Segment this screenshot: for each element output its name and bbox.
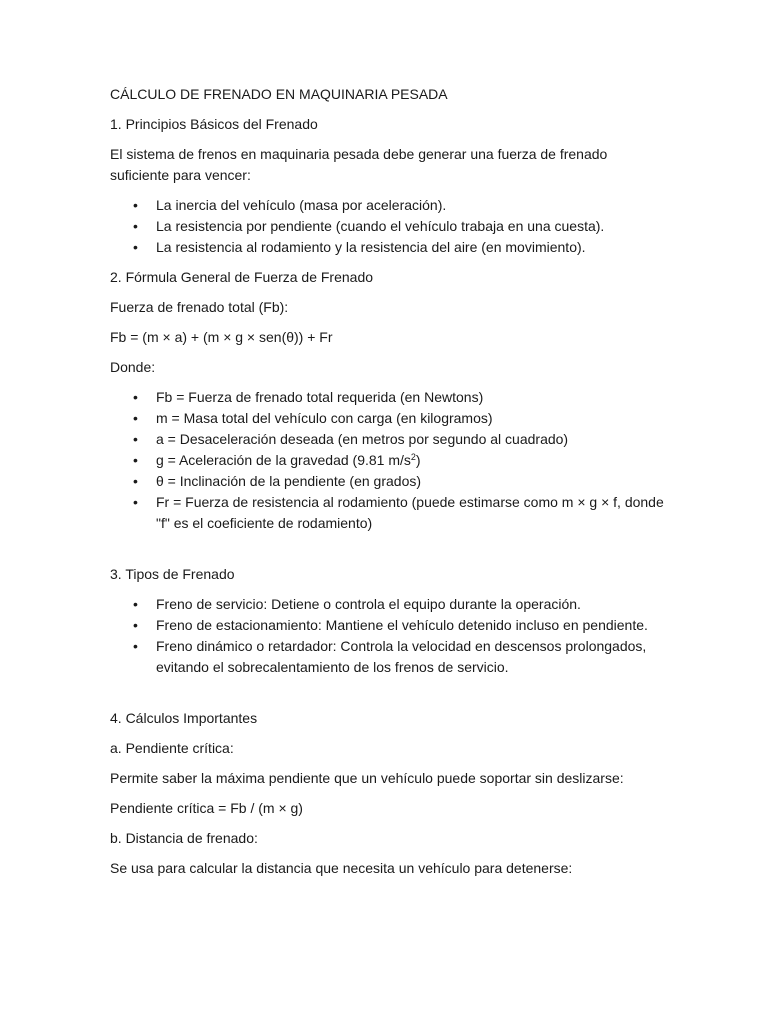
list-item: • m = Masa total del vehículo con carga (en kilogramos) bbox=[110, 408, 670, 429]
document-page bbox=[110, 84, 670, 888]
list-item-gravity bbox=[110, 450, 670, 471]
section-1-intro: El sistema de frenos en maquinaria pesada debe generar una fuerza de frenado suficiente para vencer: bbox=[110, 146, 608, 183]
section-2-heading: 2. Fórmula General de Fuerza de Frenado bbox=[110, 269, 374, 285]
gravity-text: g = Aceleración de la gravedad (9.81 m/s bbox=[156, 452, 411, 468]
section-3-list bbox=[110, 594, 670, 678]
donde-label: Donde: bbox=[110, 359, 156, 375]
list-item: • Freno dinámico o retardador: Controla la velocidad en descensos prolongados, evitando el sobrecalentamiento de los frenos de servicio. bbox=[110, 636, 670, 678]
section-3-heading: 3. Tipos de Frenado bbox=[110, 566, 235, 582]
section-1-heading: 1. Principios Básicos del Frenado bbox=[110, 116, 318, 132]
critical-slope-formula: Pendiente crítica = Fb / (m × g) bbox=[110, 800, 303, 816]
list-item: • La resistencia al rodamiento y la resistencia del aire (en movimiento). bbox=[110, 237, 670, 258]
braking-force-formula: Fb = (m × a) + (m × g × sen(θ)) + Fr bbox=[110, 329, 333, 345]
gravity-superscript: 2 bbox=[410, 452, 416, 462]
document-title: CÁLCULO DE FRENADO EN MAQUINARIA PESADA bbox=[110, 86, 448, 102]
list-item: • La resistencia por pendiente (cuando el vehículo trabaja en una cuesta). bbox=[110, 216, 670, 237]
spacer bbox=[110, 687, 670, 708]
sub-a-text: Permite saber la máxima pendiente que un vehículo puede soportar sin deslizarse: bbox=[110, 770, 624, 786]
sub-b-text: Se usa para calcular la distancia que necesita un vehículo para detenerse: bbox=[110, 860, 573, 876]
list-item: • Freno de estacionamiento: Mantiene el vehículo detenido incluso en pendiente. bbox=[110, 615, 670, 636]
list-item: • Fb = Fuerza de frenado total requerida (en Newtons) bbox=[110, 387, 670, 408]
list-item: • a = Desaceleración deseada (en metros por segundo al cuadrado) bbox=[110, 429, 670, 450]
section-1-list bbox=[110, 195, 670, 258]
sub-a-heading: a. Pendiente crítica: bbox=[110, 740, 234, 756]
list-item: • Fr = Fuerza de resistencia al rodamiento (puede estimarse como m × g × f, donde "f" es el coeficiente de rodamiento) bbox=[110, 492, 670, 534]
variables-list bbox=[110, 387, 670, 534]
section-4-heading: 4. Cálculos Importantes bbox=[110, 710, 258, 726]
list-item: • θ = Inclinación de la pendiente (en grados) bbox=[110, 471, 670, 492]
gravity-close: ) bbox=[415, 452, 421, 468]
spacer bbox=[110, 543, 670, 564]
list-item: • La inercia del vehículo (masa por aceleración). bbox=[110, 195, 670, 216]
sub-b-heading: b. Distancia de frenado: bbox=[110, 830, 258, 846]
list-item: • Freno de servicio: Detiene o controla el equipo durante la operación. bbox=[110, 594, 670, 615]
section-2-label: Fuerza de frenado total (Fb): bbox=[110, 299, 289, 315]
